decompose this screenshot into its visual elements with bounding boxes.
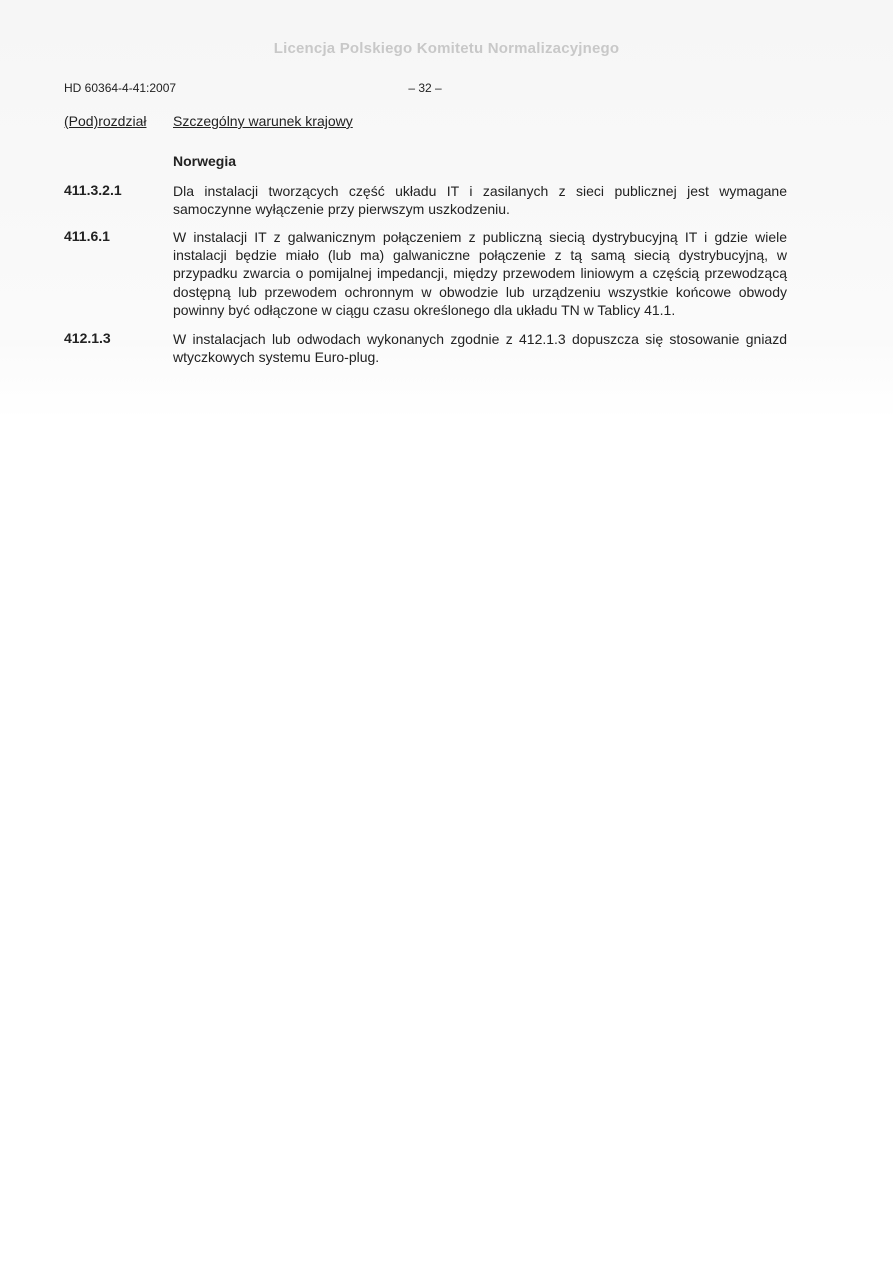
clause-text: W instalacjach lub odwodach wykonanych zgodnie z 412.1.3 dopuszcza się stosowanie gniazd wtyczkowych systemu Euro-plug. <box>173 331 787 366</box>
clause-number: 411.3.2.1 <box>64 182 122 198</box>
page-number: – 32 – <box>408 81 442 95</box>
clause-text: Dla instalacji tworzących część układu IT i zasilanych z sieci publicznej jest wymagane samoczynne wyłączenie przy pierwszym uszkodzeniu. <box>173 183 787 218</box>
column-header-national-condition: Szczególny warunek krajowy <box>173 113 353 129</box>
column-header-subclause: (Pod)rozdział <box>64 113 147 129</box>
clause-text: W instalacji IT z galwanicznym połączeniem z publiczną siecią dystrybucyjną IT i gdzie wiele instalacji będzie miało (lub ma) galwaniczne połączenie z tą samą siecią dystrybucyjną, w przypadku zwarcia o pomijalnej impedancji, między przewodem liniowym a częścią przewodzącą dostępną lub przewodem ochronnym w obwodzie lub urządzeniu wszystkie końcowe obwody powinny być odłączone w ciągu czasu określonego dla układu TN w Tablicy 41.1. <box>173 229 787 318</box>
clause-number: 411.6.1 <box>64 228 110 244</box>
clause-number: 412.1.3 <box>64 330 111 346</box>
license-watermark: Licencja Polskiego Komitetu Normalizacyjnego <box>273 40 620 57</box>
document-identifier: HD 60364-4-41:2007 <box>64 81 177 95</box>
country-heading: Norwegia <box>173 153 237 169</box>
